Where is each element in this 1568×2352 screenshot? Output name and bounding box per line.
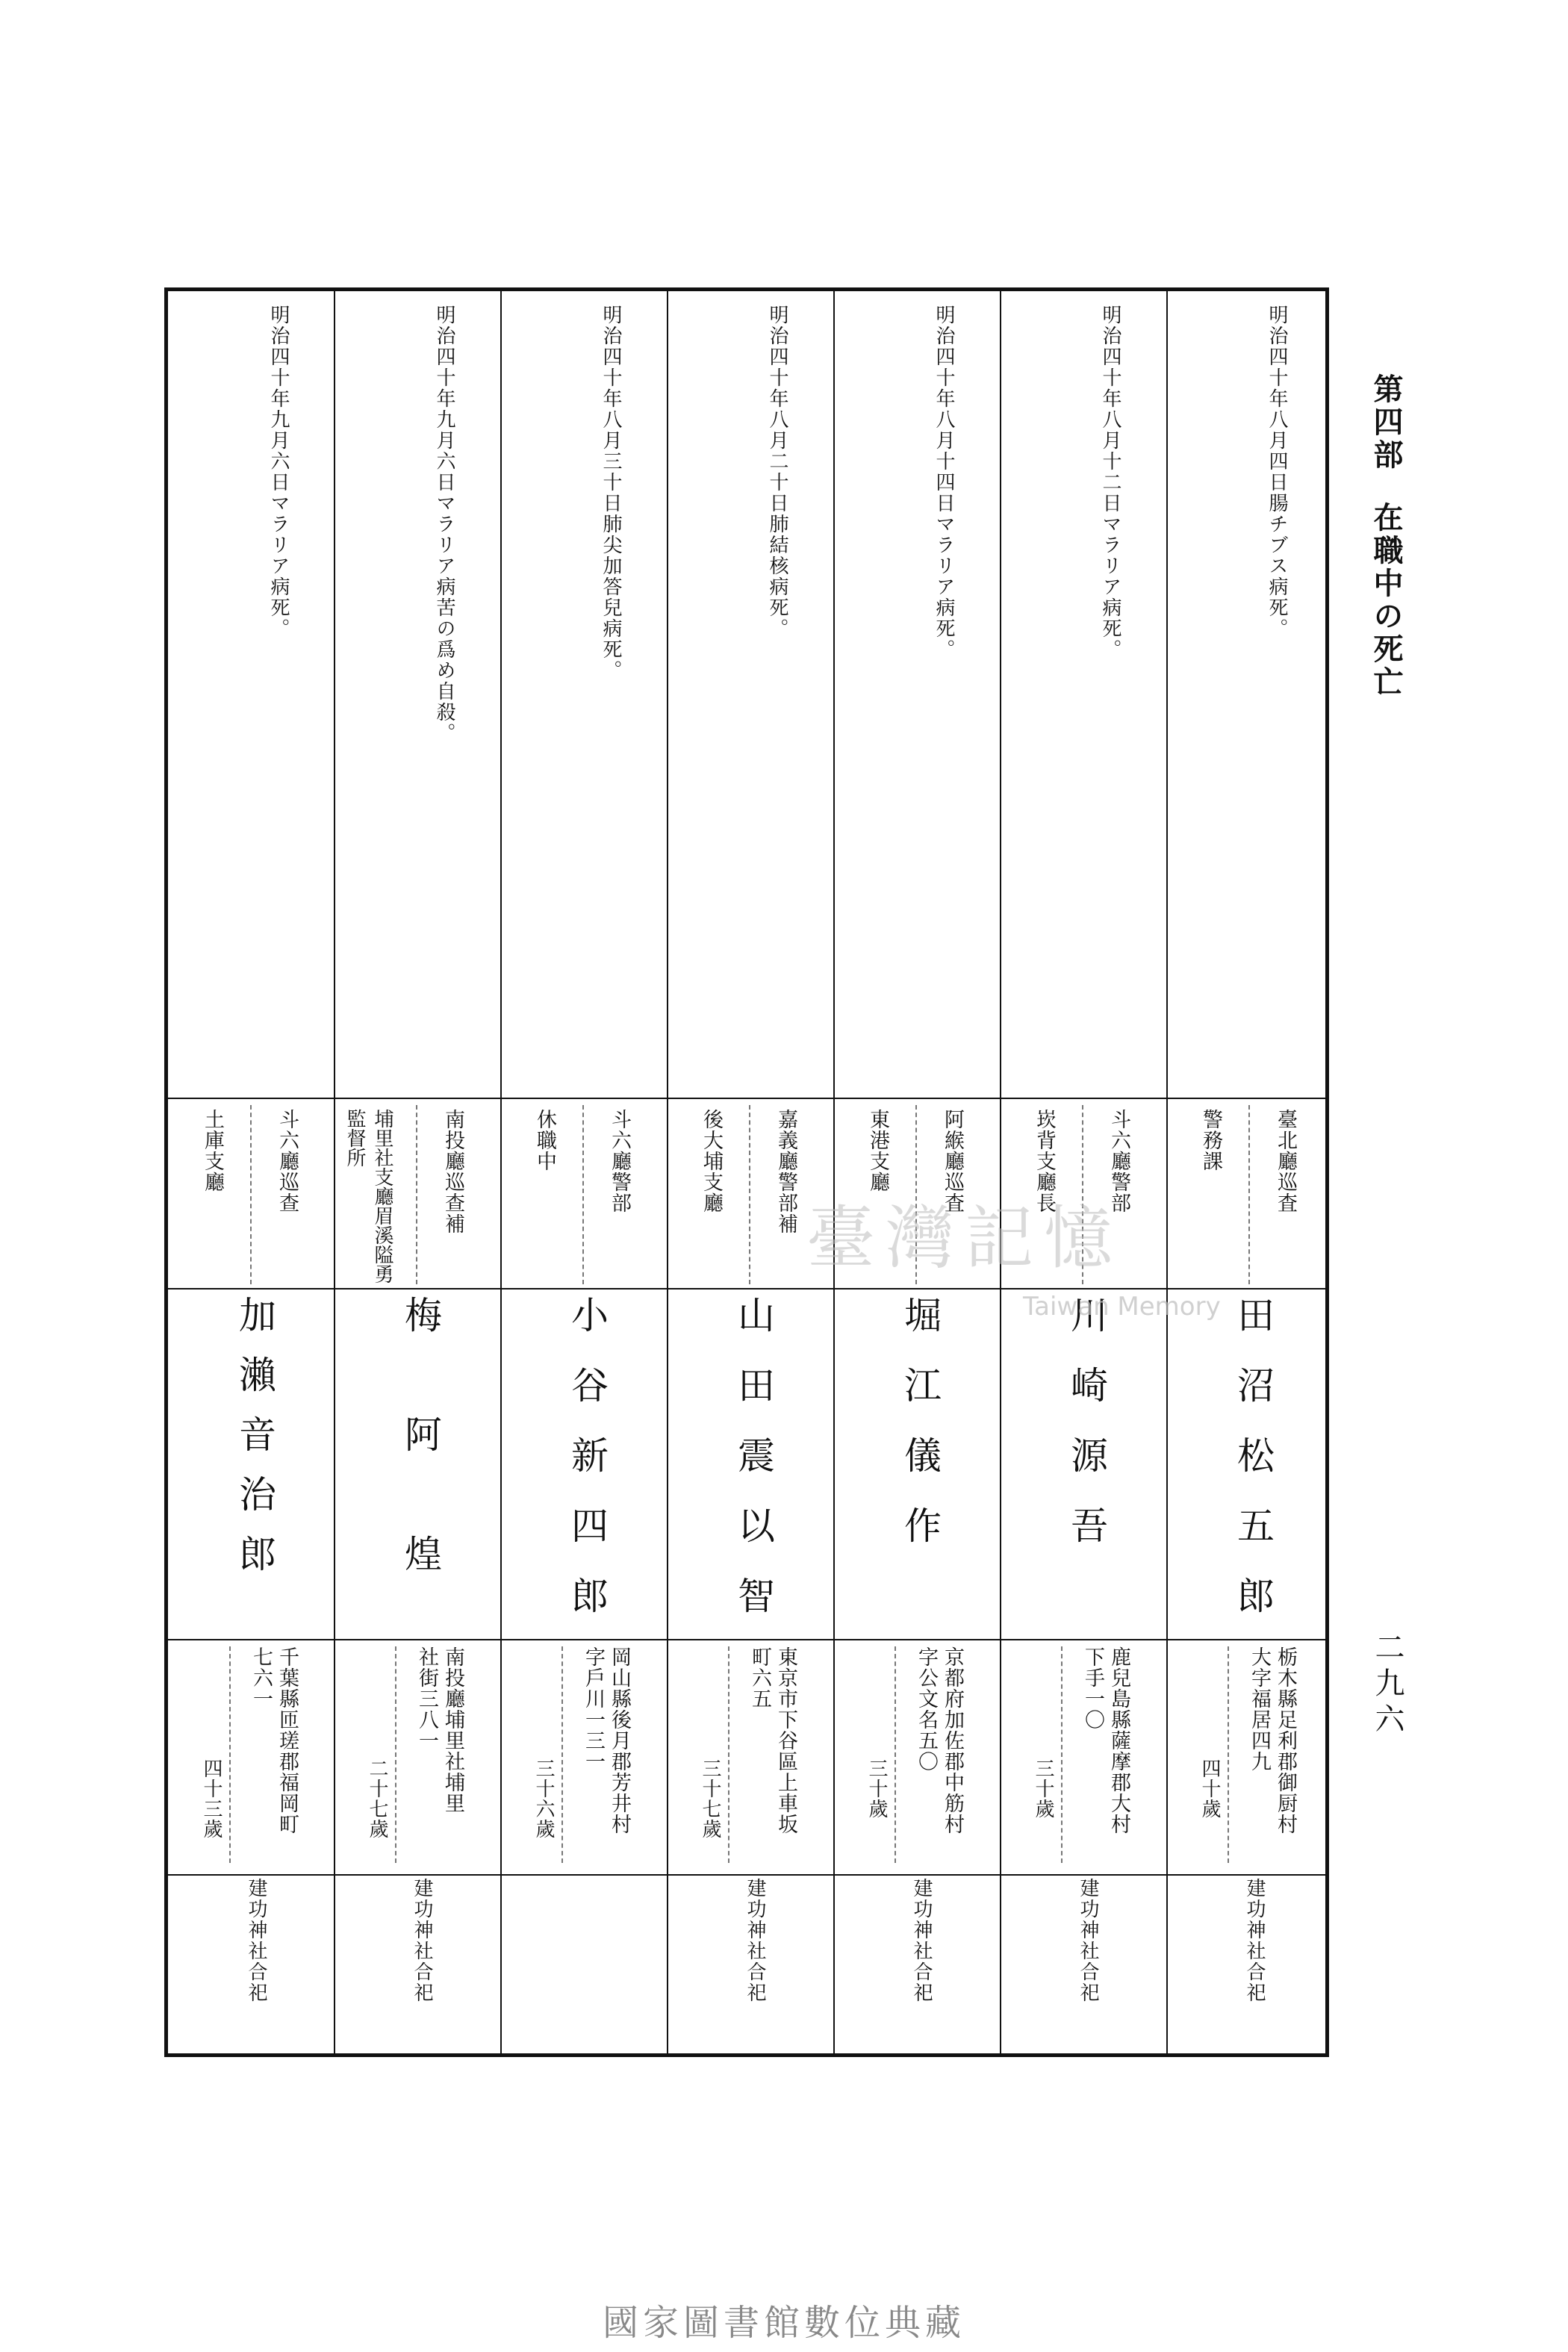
- address-line1: 南投廳埔里社埔里: [441, 1646, 464, 1814]
- age: 三十歲: [1032, 1758, 1054, 1819]
- library-footer: 國家圖書館數位典藏: [602, 2302, 965, 2344]
- dash-rule: [395, 1646, 396, 1863]
- dash-rule: [582, 1105, 584, 1284]
- record-column: [1000, 291, 1166, 2053]
- dash-rule: [561, 1646, 563, 1863]
- age: 二十七歲: [366, 1758, 388, 1839]
- enshrinement-note: 建功神社合祀: [910, 1878, 933, 2003]
- record-column: [833, 291, 999, 2053]
- page-number: 二九六: [1370, 1631, 1404, 1739]
- death-date-cause: 明治四十年八月二十日肺結核病死。: [766, 305, 788, 639]
- post-primary: 臺北廳巡査: [1274, 1109, 1297, 1213]
- record-column: [168, 291, 334, 2053]
- post-primary: 嘉義廳警部補: [774, 1109, 797, 1234]
- age: 三十歲: [865, 1758, 888, 1819]
- enshrinement-note: 建功神社合祀: [744, 1878, 766, 2003]
- enshrinement-note: 建功神社合祀: [245, 1878, 267, 2003]
- dash-rule: [1228, 1646, 1229, 1863]
- dash-rule: [728, 1646, 729, 1863]
- post-primary: 阿緱廳巡査: [941, 1109, 964, 1213]
- post-secondary: 埔里社支廳眉溪隘勇監督所: [343, 1109, 393, 1284]
- dash-rule: [250, 1105, 252, 1284]
- death-date-cause: 明治四十年八月四日腸チブス病死。: [1266, 305, 1288, 639]
- dash-rule: [229, 1646, 231, 1863]
- person-name: 川崎源吾: [1065, 1295, 1108, 1576]
- post-secondary: 土庫支廳: [201, 1109, 224, 1192]
- age: 三十七歲: [699, 1758, 721, 1839]
- post-secondary: 崁背支廳長: [1033, 1109, 1056, 1213]
- record-column: [667, 291, 833, 2053]
- record-column: [334, 291, 500, 2053]
- person-name: 山田震以智: [732, 1295, 775, 1646]
- enshrinement-note: 建功神社合祀: [1077, 1878, 1099, 2003]
- person-name: 小谷新四郎: [565, 1295, 609, 1646]
- address-line2: 下手一〇: [1081, 1646, 1104, 1730]
- address-line1: 京都府加佐郡中筋村: [941, 1646, 964, 1835]
- record-column: [500, 291, 666, 2053]
- post-secondary: 後大埔支廳: [700, 1109, 723, 1213]
- dash-rule: [895, 1646, 896, 1863]
- post-primary: 斗六廳警部: [1107, 1109, 1130, 1213]
- address-line2: 社街三八一: [415, 1646, 438, 1751]
- post-primary: 斗六廳巡查: [276, 1109, 299, 1213]
- address-line1: 栃木縣足利郡御厨村: [1274, 1646, 1297, 1835]
- death-date-cause: 明治四十年九月六日マラリア病苦の爲め自殺。: [433, 305, 455, 744]
- section-label: 第四部: [1369, 373, 1404, 472]
- post-primary: 斗六廳警部: [608, 1109, 631, 1213]
- dash-rule: [1061, 1646, 1063, 1863]
- person-name: 田沼松五郎: [1231, 1295, 1275, 1646]
- death-date-cause: 明治四十年八月十二日マラリア病死。: [1099, 305, 1121, 660]
- address-line2: 大字福居四九: [1248, 1646, 1271, 1772]
- address-line2: 七六一: [249, 1646, 273, 1709]
- record-column: [1166, 291, 1332, 2053]
- watermark-logo: 臺灣記憶: [806, 1198, 1124, 1278]
- chapter-title: 在職中の死亡: [1369, 502, 1404, 699]
- dash-rule: [749, 1105, 750, 1284]
- age: 四十三歲: [200, 1758, 223, 1839]
- address-line1: 鹿兒島縣薩摩郡大村: [1107, 1646, 1130, 1835]
- person-name: 加瀨音治郎: [233, 1295, 276, 1594]
- post-secondary: 東港支廳: [866, 1109, 889, 1192]
- address-line1: 千葉縣匝瑳郡福岡町: [276, 1646, 299, 1835]
- age: 四十歲: [1198, 1758, 1221, 1819]
- dash-rule: [416, 1105, 417, 1284]
- post-secondary: 休職中: [533, 1109, 556, 1172]
- address-line2: 字戶川一三一: [582, 1646, 605, 1772]
- post-primary: 南投廳巡查補: [441, 1109, 464, 1234]
- page-header: [1365, 373, 1407, 699]
- death-date-cause: 明治四十年九月六日マラリア病死。: [267, 305, 290, 639]
- death-date-cause: 明治四十年八月三十日肺尖加答兒病死。: [600, 305, 622, 681]
- enshrinement-note: 建功神社合祀: [411, 1878, 433, 2003]
- watermark-english: Taiwan Memory: [1023, 1292, 1221, 1322]
- address-line1: 東京市下谷區上車坂: [774, 1646, 797, 1835]
- death-date-cause: 明治四十年八月十四日マラリア病死。: [933, 305, 955, 660]
- dash-rule: [1248, 1105, 1250, 1284]
- enshrinement-note: 建功神社合祀: [1243, 1878, 1266, 2003]
- address-line2: 町六五: [748, 1646, 771, 1709]
- register-table: [164, 287, 1329, 2057]
- person-name: 堀江儀作: [898, 1295, 942, 1576]
- post-secondary: 警務課: [1199, 1109, 1222, 1172]
- address-line2: 字公文名五〇: [915, 1646, 938, 1772]
- age: 三十六歲: [532, 1758, 555, 1839]
- address-line1: 岡山縣後月郡芳井村: [608, 1646, 631, 1835]
- person-name: 梅阿煌: [399, 1295, 442, 1654]
